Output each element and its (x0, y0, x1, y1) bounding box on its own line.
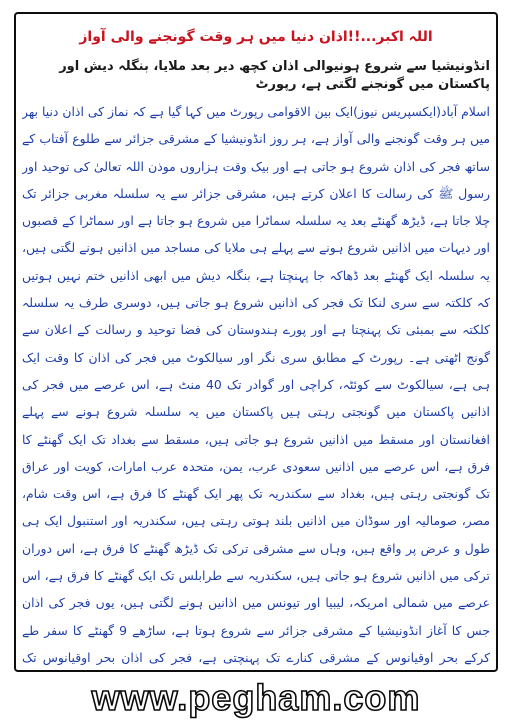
article-body (22, 98, 490, 666)
article-body-paragraph: اسلام آباد(ایکسپریس نیوز)ایک بین الاقوامی رپورٹ میں کہا گیا ہے کہ نماز کی اذان دنیا بھر میں ہر وقت گونجنے والی آواز ہے، ہر روز انڈونیشیا کے مشرقی جزائر سے طلوع آفتاب کے ساتھ فجر کی اذان شروع ہو جاتی ہے اور بیک وقت ہزاروں موذن اللہ تعالیٰ کی توحید اور رسول ﷺ کی رسالت کا اعلان کرتے ہیں، مشرقی جزائر سے یہ سلسلہ مغربی جزائر تک چلا جاتا ہے، ڈیڑھ گھنٹے بعد یہ سلسلہ سماٹرا میں شروع ہو جاتا ہے اور سماٹرا کے قصبوں اور دیہات میں اذانیں شروع ہونے سے پہلے ہی ملایا کی مساجد میں اذانیں ہونے لگتی ہیں، یہ سلسلہ ایک گھنٹے بعد ڈھاکہ جا پہنچتا ہے، بنگلہ دیش میں ابھی اذانیں ختم نہیں ہوتیں کہ کلکتہ سے سری لنکا تک فجر کی اذانیں شروع ہو جاتی ہیں، دوسری طرف یہ سلسلہ کلکتہ سے بمبئی تک پہنچتا ہے اور پورے ہندوستان کی فضا توحید و رسالت کے اعلان سے گونج اٹھتی ہے۔ رپورٹ کے مطابق سری نگر اور سیالکوٹ میں فجر کی اذان کا وقت ایک ہی ہے، سیالکوٹ سے کوئٹہ، کراچی اور گوادر تک 40 منٹ ہے، اس عرصے میں فجر کی اذانیں پاکستان میں گونجتی رہتی ہیں پاکستان میں یہ سلسلہ شروع ہونے سے پہلے افغانستان اور مسقط میں اذانیں شروع ہو جاتی ہیں، مسقط سے بغداد تک ایک گھنٹے کا فرق ہے، اس عرصے میں اذانیں سعودی عرب، یمن، متحدہ عرب امارات، کویت اور عراق تک گونجتی رہتی ہیں، بغداد سے سکندریہ تک پھر ایک گھنٹے کا فرق ہے، اس وقت شام، مصر، صومالیہ اور سوڈان میں اذانیں بلند ہوتی رہتی ہیں، سکندریہ اور استنبول ایک ہی طول و عرض پر واقع ہیں، وہاں سے مشرقی ترکی تک ڈیڑھ گھنٹے کا فرق ہے، اس دوران ترکی میں اذانیں شروع ہو جاتی ہیں، سکندریہ سے طرابلس تک ایک گھنٹے کا فرق ہے، اس عرصے میں شمالی امریکہ، لیبیا اور تیونس میں اذانیں ہونے لگتی ہیں، یوں فجر کی اذان جس کا آغاز انڈونیشیا کے مشرقی جزائر سے شروع ہوتا ہے، ساڑھے 9 گھنٹے کا سفر طے کرکے بحر اوقیانوس کے مشرقی کنارے تک پہنچتی ہے، فجر کی اذان بحر اوقیانوس تک (22, 104, 490, 665)
article-subheadline: انڈونیشیا سے شروع ہونیوالی اذان کچھ دیر بعد ملایا، بنگلہ دیش اور پاکستان میں گونجنے لگتی ہے، رپورٹ (59, 59, 490, 92)
article-headline: اللہ اکبر...!!اذان دنیا میں ہر وقت گونجنے والی آواز (79, 29, 433, 45)
website-watermark[interactable]: www.pegham.com (91, 677, 421, 718)
